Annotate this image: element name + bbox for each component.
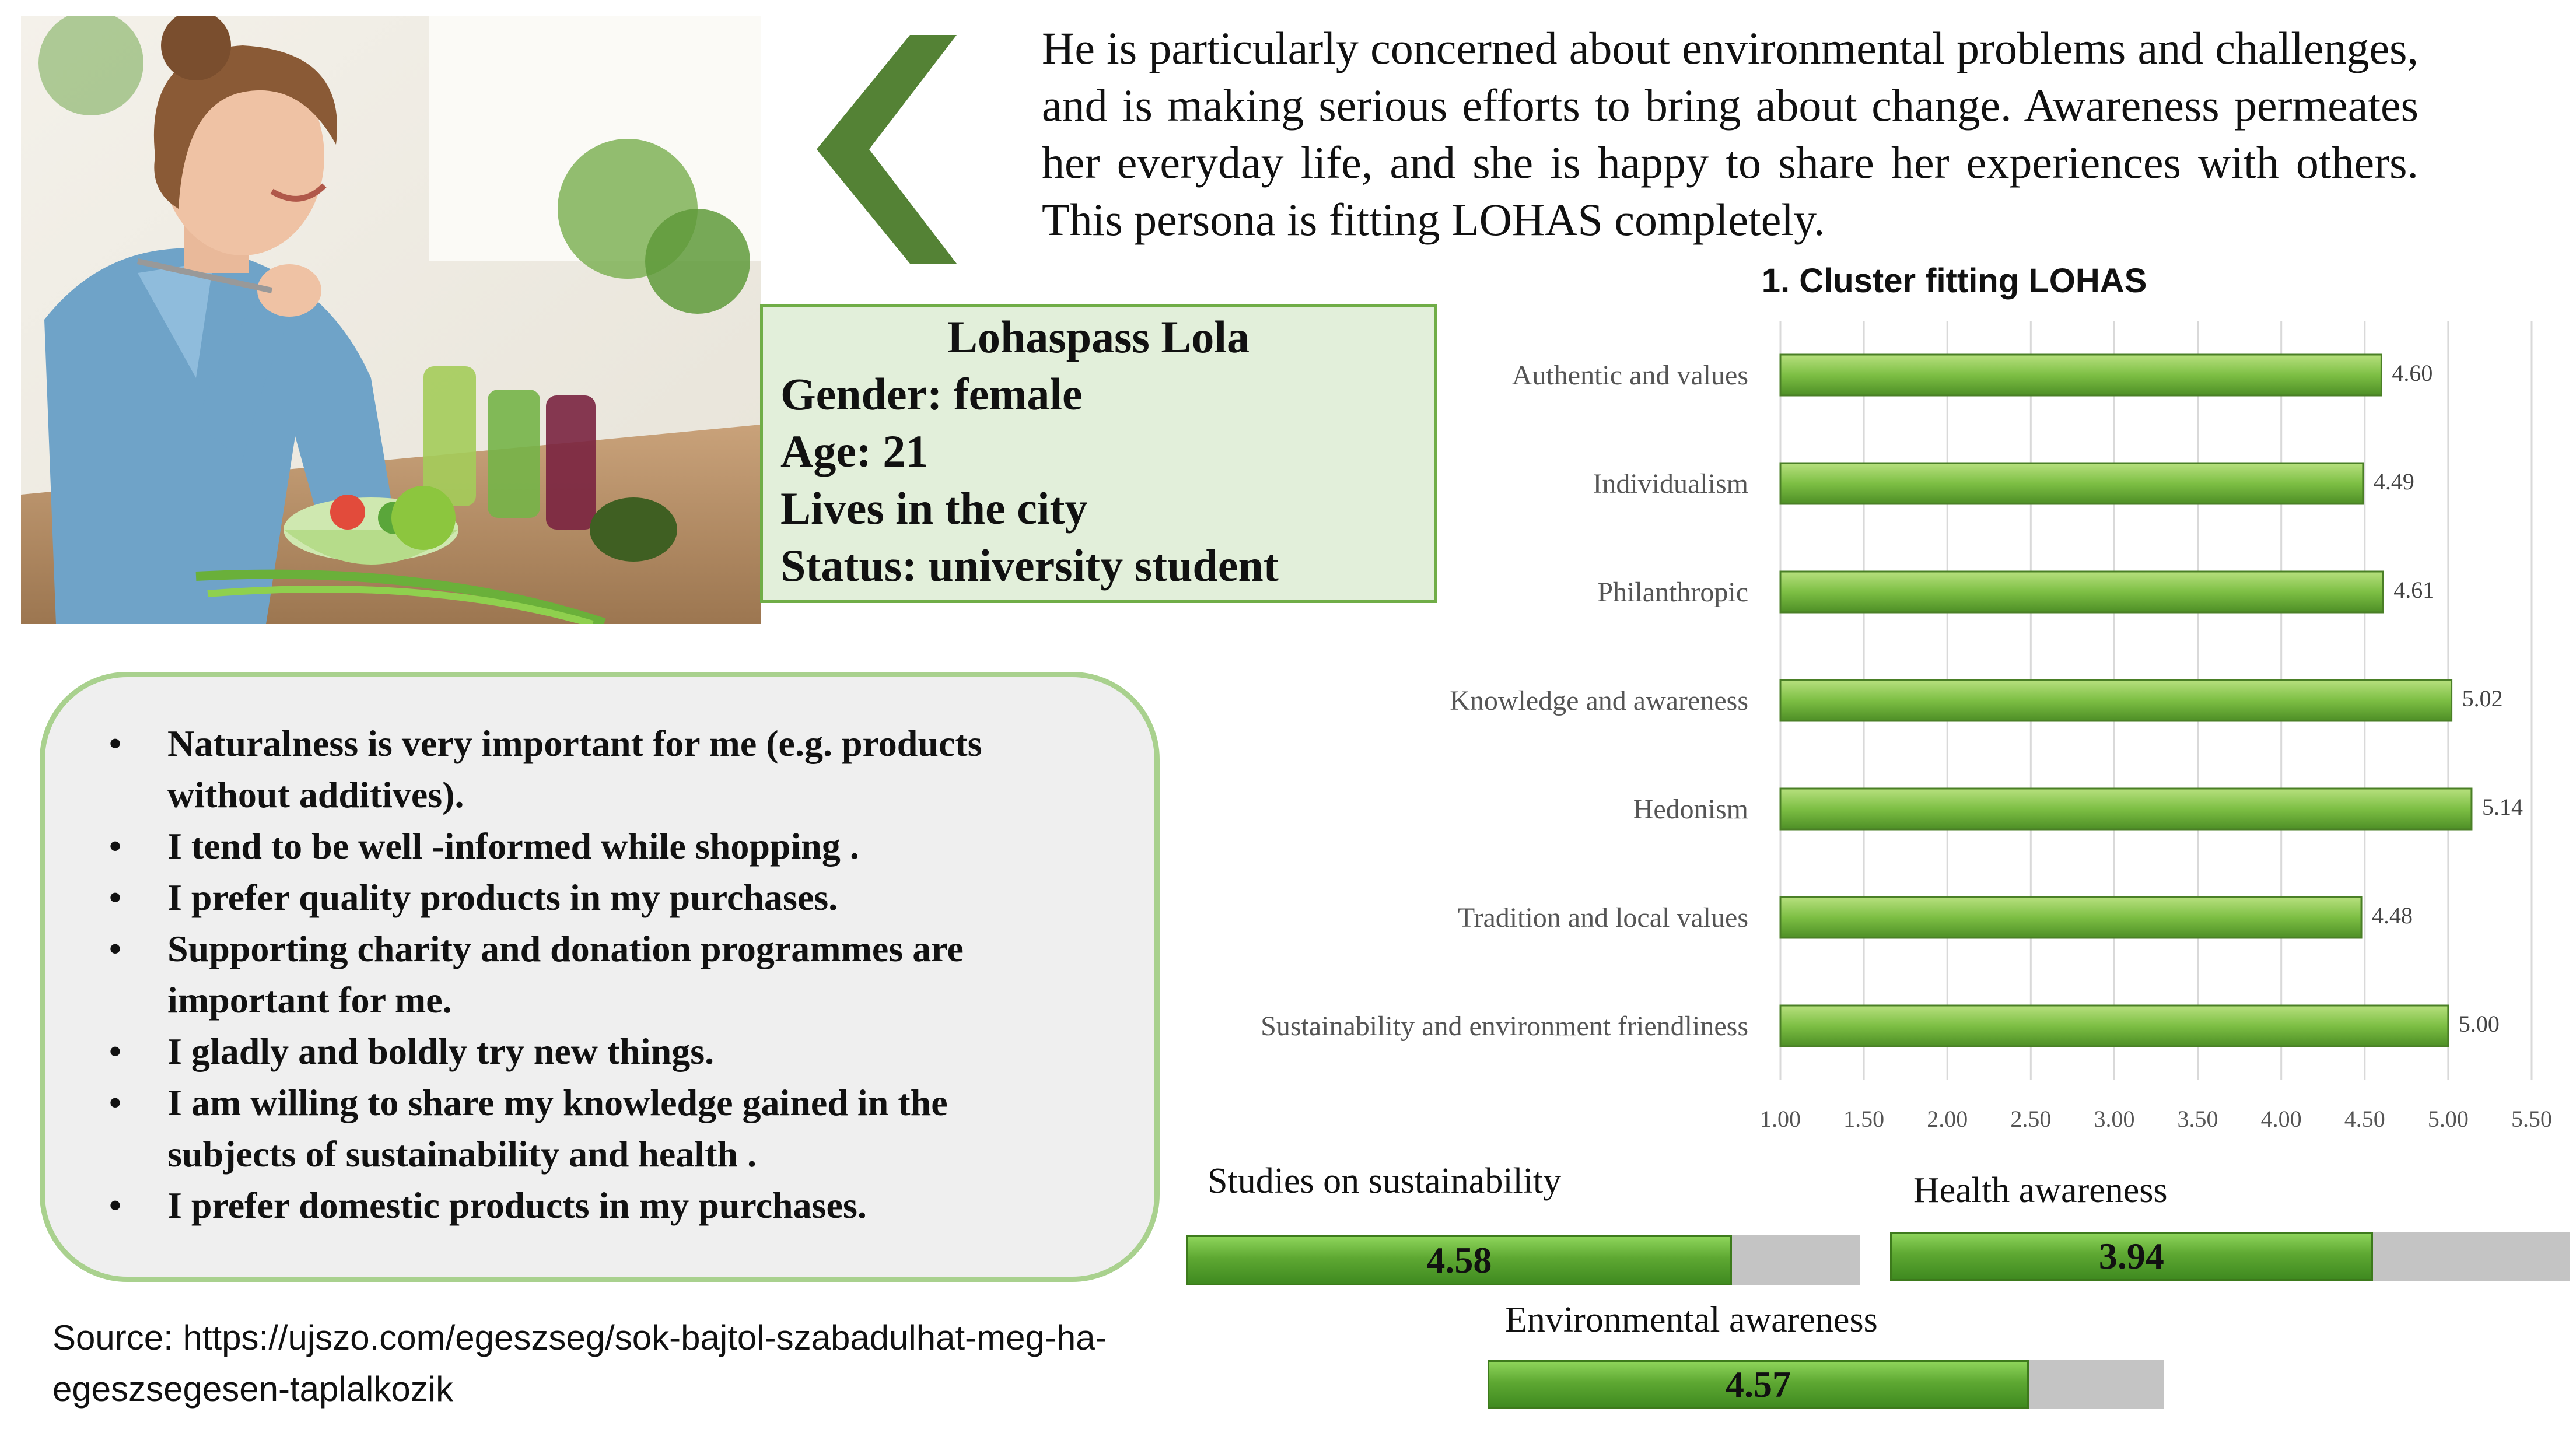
list-item: • I prefer quality products in my purchases. — [109, 872, 1084, 923]
data-label: 5.00 — [2458, 1011, 2500, 1037]
persona-age: Age: 21 — [780, 426, 929, 477]
category-label: Sustainability and environment friendliness — [1261, 1011, 1748, 1042]
bar — [1780, 572, 2383, 612]
persona-gender: Gender: female — [780, 369, 1083, 419]
x-tick-label: 4.00 — [2260, 1106, 2302, 1132]
source-citation: Source: https://ujszo.com/egeszseg/sok-bajtol-szabadulhat-meg-ha-egeszsegesen-taplalkozik — [52, 1318, 1107, 1409]
list-item: • Supporting charity and donation programmes are important for me. — [109, 923, 1084, 1026]
data-label: 5.14 — [2482, 794, 2523, 820]
list-item: • Naturalness is very important for me (e.g. products without additives). — [109, 718, 1084, 821]
list-item: • I gladly and boldly try new things. — [109, 1026, 1084, 1077]
meter-health — [1890, 1232, 2570, 1281]
chevron-left-icon — [817, 35, 957, 264]
cluster-bar-chart — [1167, 303, 2576, 1155]
persona-quote: He is particularly concerned about environmental problems and challenges, and is making serious efforts to bring about change. Awareness permeates her everyday life, and she is happy to share her experiences with others. This persona is fitting LOHAS completely. — [1042, 23, 2418, 245]
x-tick-label: 5.50 — [2511, 1106, 2552, 1132]
meter-value-studies: 4.58 — [1426, 1239, 1492, 1281]
x-tick-label: 1.50 — [1843, 1106, 1885, 1132]
persona-photo — [21, 16, 761, 624]
category-label: Knowledge and awareness — [1450, 685, 1748, 716]
x-tick-label: 2.00 — [1927, 1106, 1968, 1132]
list-item: • I am willing to share my knowledge gained in the subjects of sustainability and health . — [109, 1077, 1084, 1180]
list-item: • I prefer domestic products in my purchases. — [109, 1180, 1084, 1231]
x-tick-label: 5.00 — [2427, 1106, 2469, 1132]
bar — [1780, 789, 2472, 829]
x-tick-label: 4.50 — [2344, 1106, 2385, 1132]
meter-fill-studies — [1186, 1235, 1732, 1285]
bar — [1780, 680, 2452, 721]
statement-list — [109, 718, 1084, 1231]
bar — [1780, 355, 2381, 395]
list-item: • I tend to be well -informed while shopping . — [109, 821, 1084, 872]
category-label: Tradition and local values — [1457, 902, 1748, 933]
x-tick-label: 2.50 — [2010, 1106, 2052, 1132]
category-label: Philanthropic — [1597, 577, 1748, 608]
meter-studies — [1186, 1235, 1860, 1285]
persona-residence: Lives in the city — [780, 483, 1088, 534]
chart-x-ticks — [1760, 1106, 2552, 1132]
bar — [1780, 897, 2361, 938]
data-label: 4.49 — [2373, 468, 2414, 495]
meter-value-health: 3.94 — [2098, 1235, 2164, 1277]
meter-fill-environment — [1488, 1360, 2029, 1409]
category-label: Hedonism — [1633, 794, 1748, 825]
chart-bars — [1780, 355, 2472, 1046]
meter-label-studies: Studies on sustainability — [1208, 1161, 1562, 1201]
meter-fill-health — [1890, 1232, 2373, 1281]
x-tick-label: 1.00 — [1760, 1106, 1801, 1132]
bar — [1780, 463, 2363, 504]
persona-status: Status: university student — [780, 540, 1279, 591]
data-label: 4.60 — [2392, 360, 2433, 386]
bar — [1780, 1005, 2448, 1046]
persona-name: Lohaspass Lola — [947, 311, 1250, 362]
meter-label-health: Health awareness — [1913, 1171, 2168, 1210]
data-label: 4.48 — [2372, 902, 2413, 929]
category-label: Individualism — [1592, 468, 1748, 499]
meter-label-environment: Environmental awareness — [1505, 1300, 1878, 1340]
meter-environment — [1488, 1360, 2164, 1409]
persona-statements-box — [40, 672, 1160, 1282]
meter-value-environment: 4.57 — [1726, 1364, 1791, 1405]
data-label: 4.61 — [2393, 577, 2435, 603]
x-tick-label: 3.00 — [2094, 1106, 2135, 1132]
category-label: Authentic and values — [1511, 360, 1748, 391]
chart-title: 1. Cluster fitting LOHAS — [1761, 262, 2147, 300]
data-label: 5.02 — [2462, 685, 2503, 712]
x-tick-label: 3.50 — [2177, 1106, 2218, 1132]
